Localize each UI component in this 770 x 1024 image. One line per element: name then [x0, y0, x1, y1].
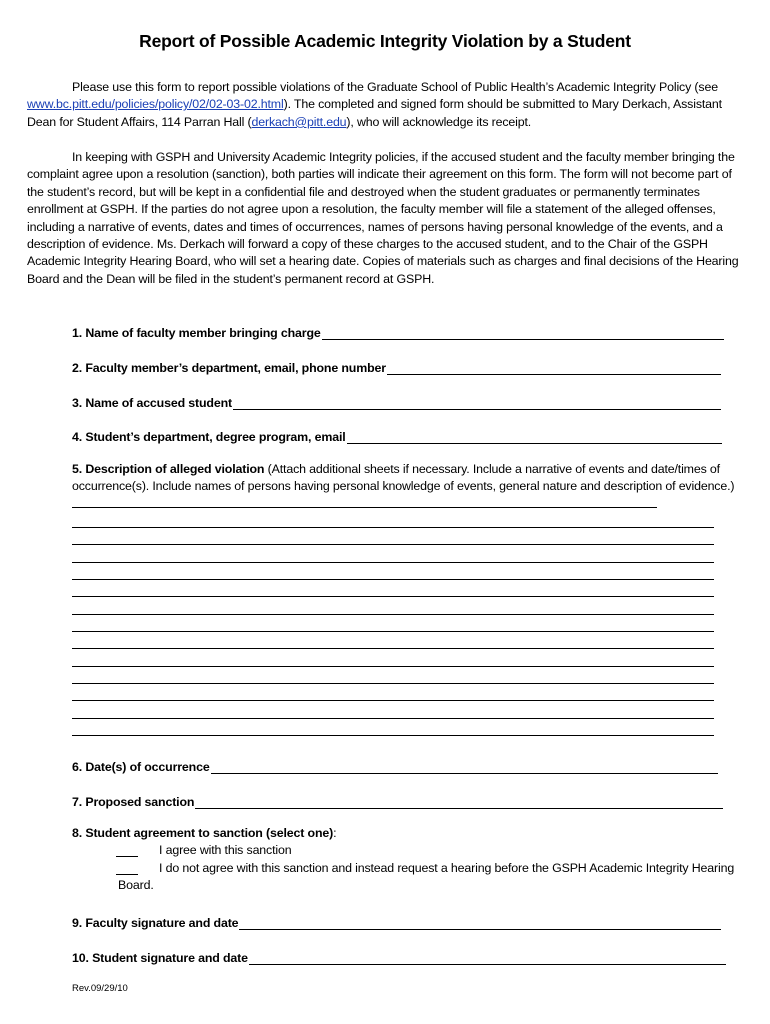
occurrence-date-label: 6. Date(s) of occurrence	[72, 760, 210, 774]
description-line[interactable]	[72, 496, 657, 508]
agree-option[interactable]	[72, 842, 742, 859]
faculty-name-label: 1. Name of faculty member bringing charge	[72, 326, 321, 340]
description-line[interactable]	[72, 614, 714, 615]
occurrence-date-line[interactable]	[211, 760, 718, 774]
intro-paragraph-2: In keeping with GSPH and University Academic Integrity policies, if the accused student and the faculty member bringing the complaint agree upon a resolution (sanction), both parties will indicate their agreement on this form. The form will not become part of the student’s record, but will be kept in a confidential file and destroyed when the student graduates or permanently terminates enrollment at GSPH. If the parties do not agree upon a resolution, the faculty member will file a statement of the alleged offenses, including a narrative of events, dates and times of occurrences, names of persons having personal knowledge of the events, and a description of evidence. Ms. Derkach will forward a copy of these charges to the accused student, and to the Chair of the GSPH Academic Integrity Hearing Board, who will set a hearing date. Copies of materials such as charges and final decisions of the Hearing Board and the Dean will be filed in the student’s permanent record at GSPH.	[27, 150, 739, 286]
sanction-agreement: 8. Student agreement to sanction (select one): I agree with this sanction I do not agree with this sanction and instead request a hearing before the GSPH Academic Integrity Hearing Board.	[72, 825, 742, 895]
violation-description-instructions: (Attach additional sheets if necessary. Include a narrative of events and date/times of occurrence(s). Include names of persons having personal knowledge of events, general nature and description of evidence.)	[72, 462, 735, 494]
student-signature-label: 10. Student signature and date	[72, 951, 248, 965]
description-line[interactable]	[72, 544, 714, 545]
disagree-option-label: I do not agree with this sanction and instead request a hearing before the GSPH Academic Integrity Hearing Board.	[118, 860, 735, 893]
sanction-agreement-label: 8. Student agreement to sanction (select one)	[72, 826, 334, 840]
description-line[interactable]	[72, 718, 714, 719]
policy-link[interactable]: www.bc.pitt.edu/policies/policy/02/02-03-02.html	[27, 97, 284, 112]
student-info-field[interactable]	[72, 426, 722, 444]
agree-option-label: I agree with this sanction	[159, 843, 292, 858]
student-signature-line[interactable]	[249, 951, 726, 965]
description-line[interactable]	[72, 700, 714, 701]
student-signature-field[interactable]	[72, 947, 726, 965]
description-line[interactable]	[72, 735, 714, 736]
occurrence-date-field[interactable]	[72, 756, 718, 774]
proposed-sanction-line[interactable]	[195, 795, 723, 809]
student-name-label: 3. Name of accused student	[72, 396, 232, 410]
violation-description-label: 5. Description of alleged violation	[72, 462, 265, 476]
faculty-signature-line[interactable]	[239, 916, 721, 930]
faculty-contact-line[interactable]	[387, 361, 721, 375]
student-info-label: 4. Student’s department, degree program, email	[72, 430, 346, 444]
description-line[interactable]	[72, 666, 714, 667]
faculty-name-field[interactable]	[72, 322, 724, 340]
description-line[interactable]	[72, 596, 714, 597]
description-line[interactable]	[72, 527, 714, 528]
student-name-field[interactable]	[72, 392, 721, 410]
faculty-contact-label: 2. Faculty member’s department, email, phone number	[72, 361, 386, 375]
disagree-option[interactable]	[72, 860, 742, 895]
email-link[interactable]: derkach@pitt.edu	[251, 114, 347, 129]
description-line[interactable]	[72, 562, 714, 563]
faculty-signature-label: 9. Faculty signature and date	[72, 916, 239, 930]
description-line[interactable]	[72, 631, 714, 632]
description-line[interactable]	[72, 579, 714, 580]
agree-checkbox[interactable]	[116, 845, 138, 857]
form-title: Report of Possible Academic Integrity Violation by a Student	[139, 31, 631, 51]
description-line[interactable]	[72, 648, 714, 649]
student-info-line[interactable]	[347, 430, 722, 444]
proposed-sanction-field[interactable]	[72, 791, 723, 809]
description-line[interactable]	[72, 683, 714, 684]
disagree-checkbox[interactable]	[116, 863, 138, 875]
faculty-name-line[interactable]	[322, 326, 724, 340]
proposed-sanction-label: 7. Proposed sanction	[72, 795, 195, 809]
violation-description	[72, 461, 742, 513]
faculty-contact-field[interactable]	[72, 357, 721, 375]
intro-paragraph-1: Please use this form to report possible violations of the Graduate School of Public Health’s Academic Integrity Policy (see www.bc.pitt.edu/policies/policy/02/02-03-02.html). The completed and signed form should be submitted to Mary Derkach, Assistant Dean for Student Affairs, 114 Parran Hall (derkach@pitt.edu), who will acknowledge its receipt.	[27, 80, 722, 129]
faculty-signature-field[interactable]	[72, 912, 721, 930]
revision-date: Rev.09/29/10	[72, 983, 128, 994]
student-name-line[interactable]	[233, 396, 721, 410]
